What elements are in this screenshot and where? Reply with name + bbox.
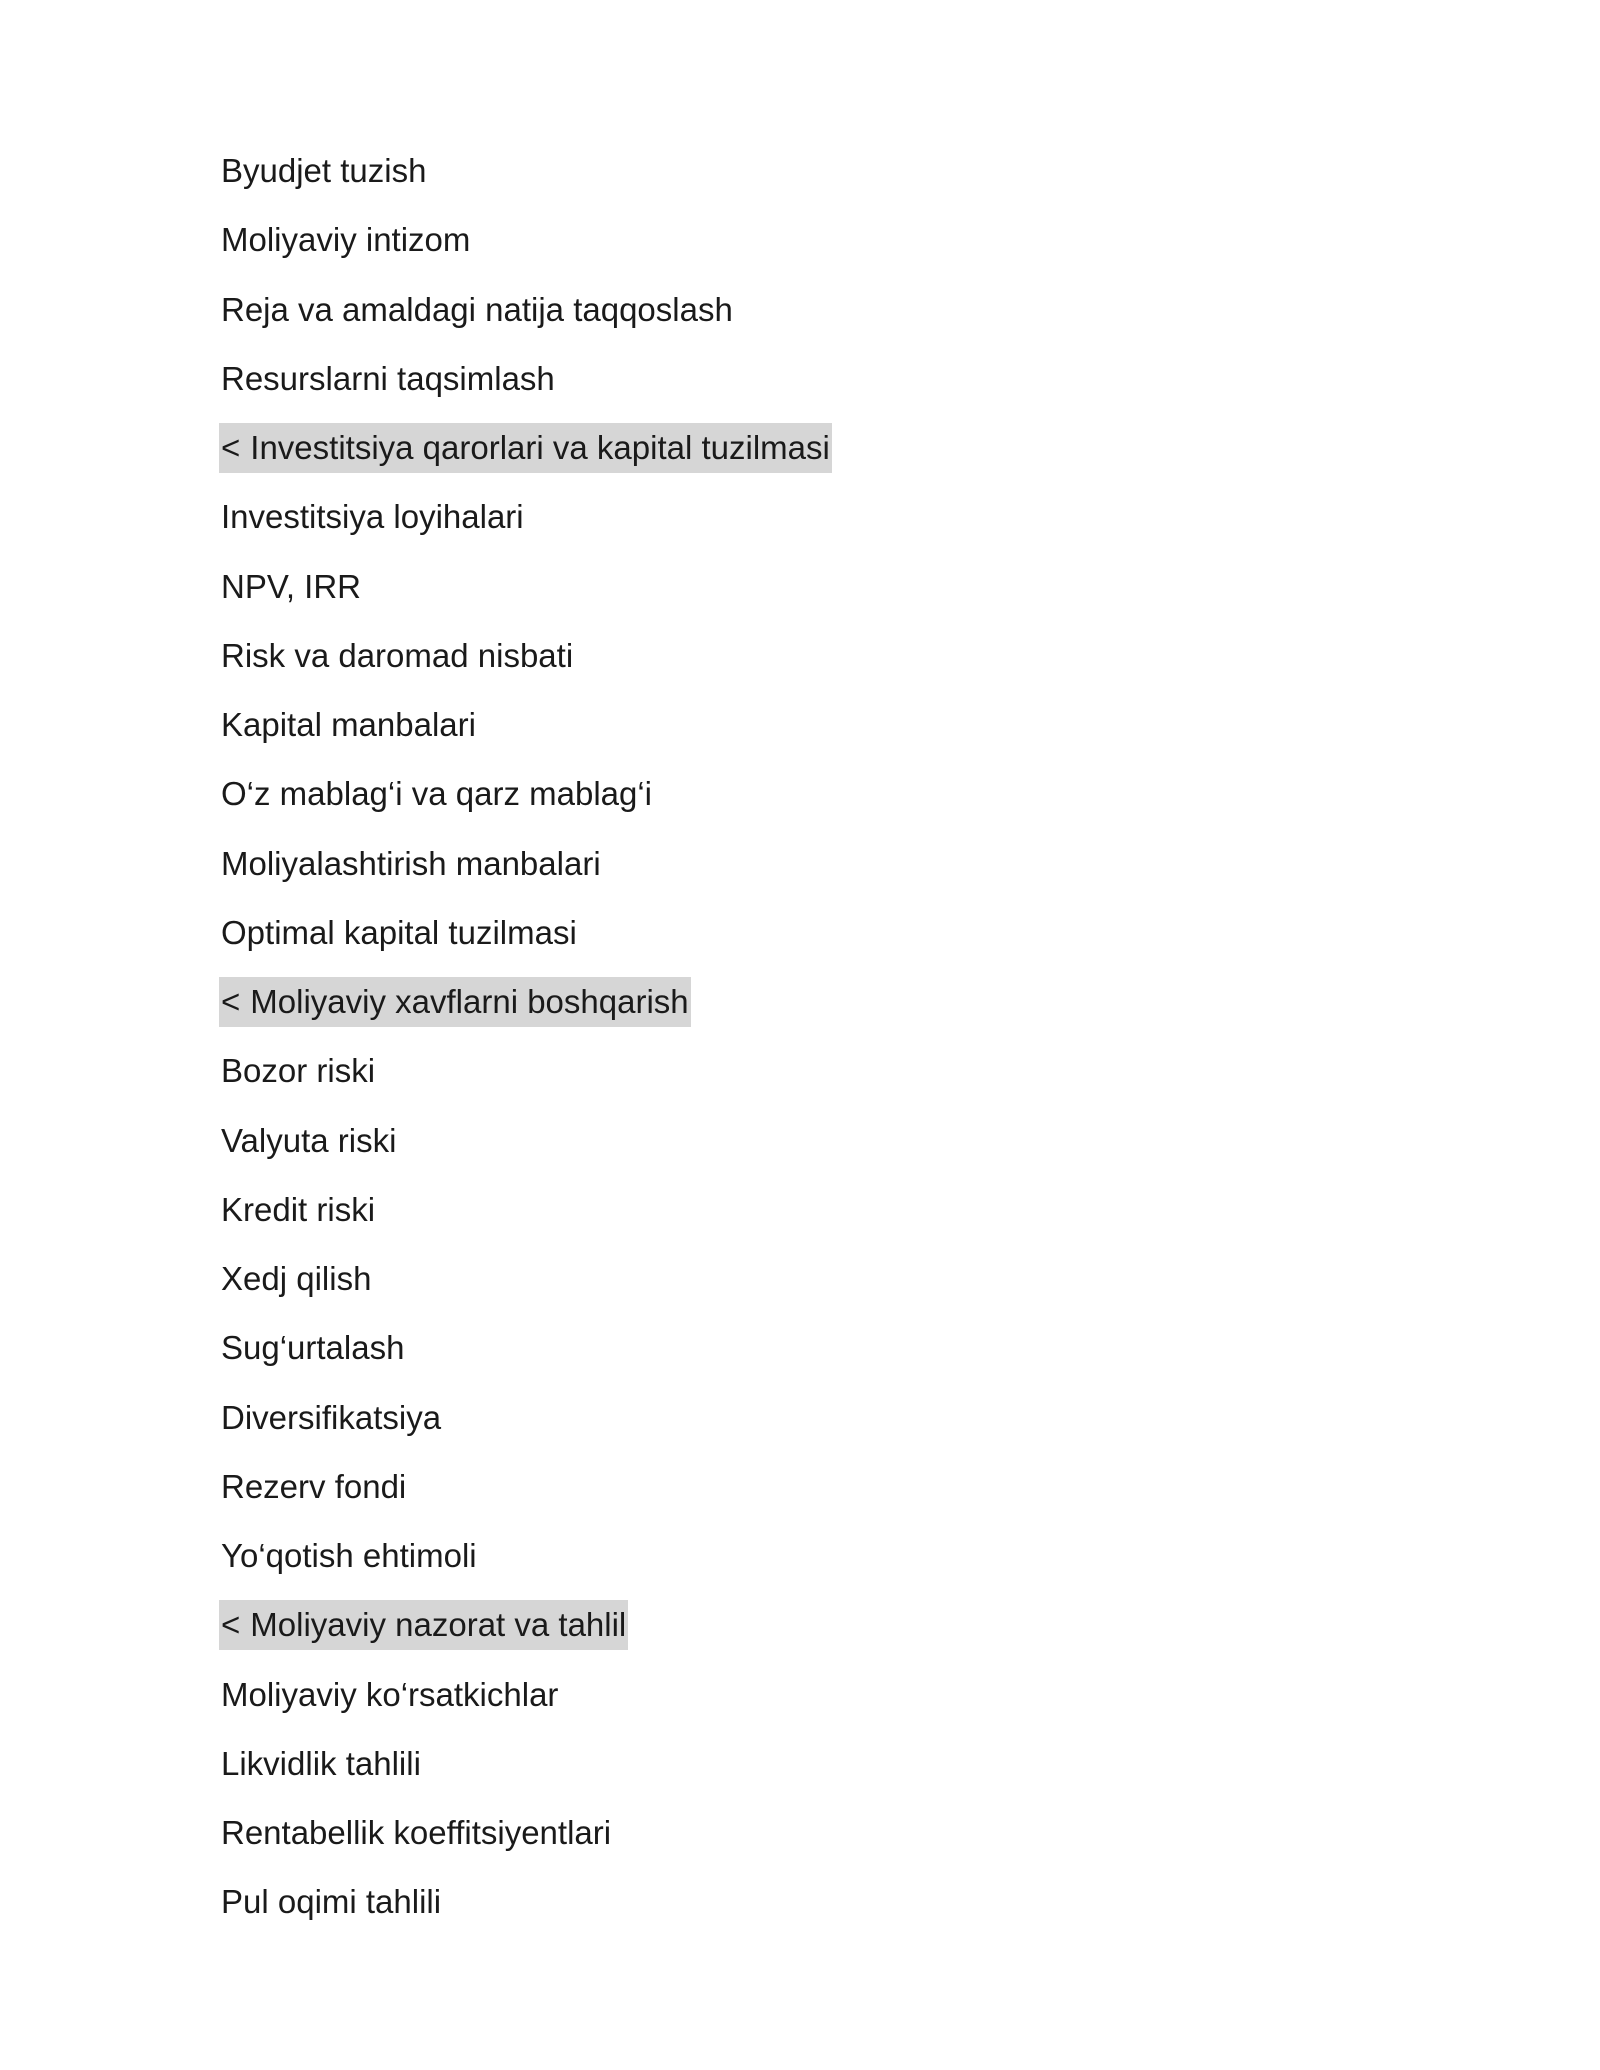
list-item xyxy=(221,631,832,700)
list-item xyxy=(221,908,832,977)
list-item xyxy=(221,354,832,423)
chevron-left-icon: < xyxy=(221,1606,241,1644)
line-text: Moliyaviy intizom xyxy=(221,221,471,259)
chevron-left-icon: < xyxy=(221,983,241,1020)
list-item xyxy=(221,1185,832,1254)
list-item xyxy=(221,1254,832,1323)
line-text: Byudjet tuzish xyxy=(221,152,427,189)
list-item xyxy=(221,1739,832,1808)
list-item xyxy=(221,1462,832,1531)
list-item xyxy=(221,839,832,908)
list-item xyxy=(221,1531,832,1600)
line-text: Rentabellik koeffitsiyentlari xyxy=(221,1814,612,1851)
line-text: Kredit riski xyxy=(221,1190,376,1228)
line-text: Moliyaviy ko‘rsatkichlar xyxy=(221,1675,559,1713)
list-item xyxy=(221,1323,832,1392)
section-heading-investment xyxy=(221,423,832,492)
section-heading-risk xyxy=(221,977,832,1046)
line-text: Bozor riski xyxy=(221,1052,376,1090)
list-item xyxy=(221,1393,832,1462)
heading-text: Moliyaviy nazorat va tahlil xyxy=(250,1606,627,1644)
list-item xyxy=(221,1670,832,1739)
heading-text: Moliyaviy xavflarni boshqarish xyxy=(250,983,689,1020)
list-item xyxy=(221,1046,832,1115)
highlighted-heading xyxy=(219,423,832,473)
section-heading-control xyxy=(221,1600,832,1669)
line-text: Pul oqimi tahlili xyxy=(221,1883,442,1921)
line-text: Investitsiya loyihalari xyxy=(221,498,524,536)
line-text: Resurslarni taqsimlash xyxy=(221,359,555,397)
list-item xyxy=(221,492,832,561)
line-text: Yo‘qotish ehtimoli xyxy=(221,1537,477,1574)
line-text: Optimal kapital tuzilmasi xyxy=(221,913,577,951)
line-text: NPV, IRR xyxy=(221,567,361,605)
highlighted-heading xyxy=(219,977,691,1027)
chevron-left-icon: < xyxy=(221,429,241,466)
list-item xyxy=(221,285,832,354)
line-text: Likvidlik tahlili xyxy=(221,1744,421,1782)
list-item xyxy=(221,1808,832,1877)
line-text: Diversifikatsiya xyxy=(221,1398,442,1436)
line-text: Sug‘urtalash xyxy=(221,1329,405,1367)
line-text: Kapital manbalari xyxy=(221,706,476,743)
list-item xyxy=(221,146,832,215)
line-text: Reja va amaldagi natija taqqoslash xyxy=(221,290,733,328)
list-item xyxy=(221,1877,832,1946)
line-text: O‘z mablag‘i va qarz mablag‘i xyxy=(221,775,653,813)
list-item xyxy=(221,700,832,769)
list-item xyxy=(221,215,832,284)
highlighted-heading xyxy=(219,1600,628,1650)
outline-list xyxy=(221,146,832,1947)
line-text: Moliyalashtirish manbalari xyxy=(221,844,601,882)
line-text: Rezerv fondi xyxy=(221,1467,407,1505)
list-item xyxy=(221,769,832,838)
list-item xyxy=(221,562,832,631)
line-text: Valyuta riski xyxy=(221,1121,397,1159)
list-item xyxy=(221,1116,832,1185)
line-text: Xedj qilish xyxy=(221,1260,372,1297)
line-text: Risk va daromad nisbati xyxy=(221,636,574,674)
heading-text: Investitsiya qarorlari va kapital tuzilmasi xyxy=(250,429,830,466)
